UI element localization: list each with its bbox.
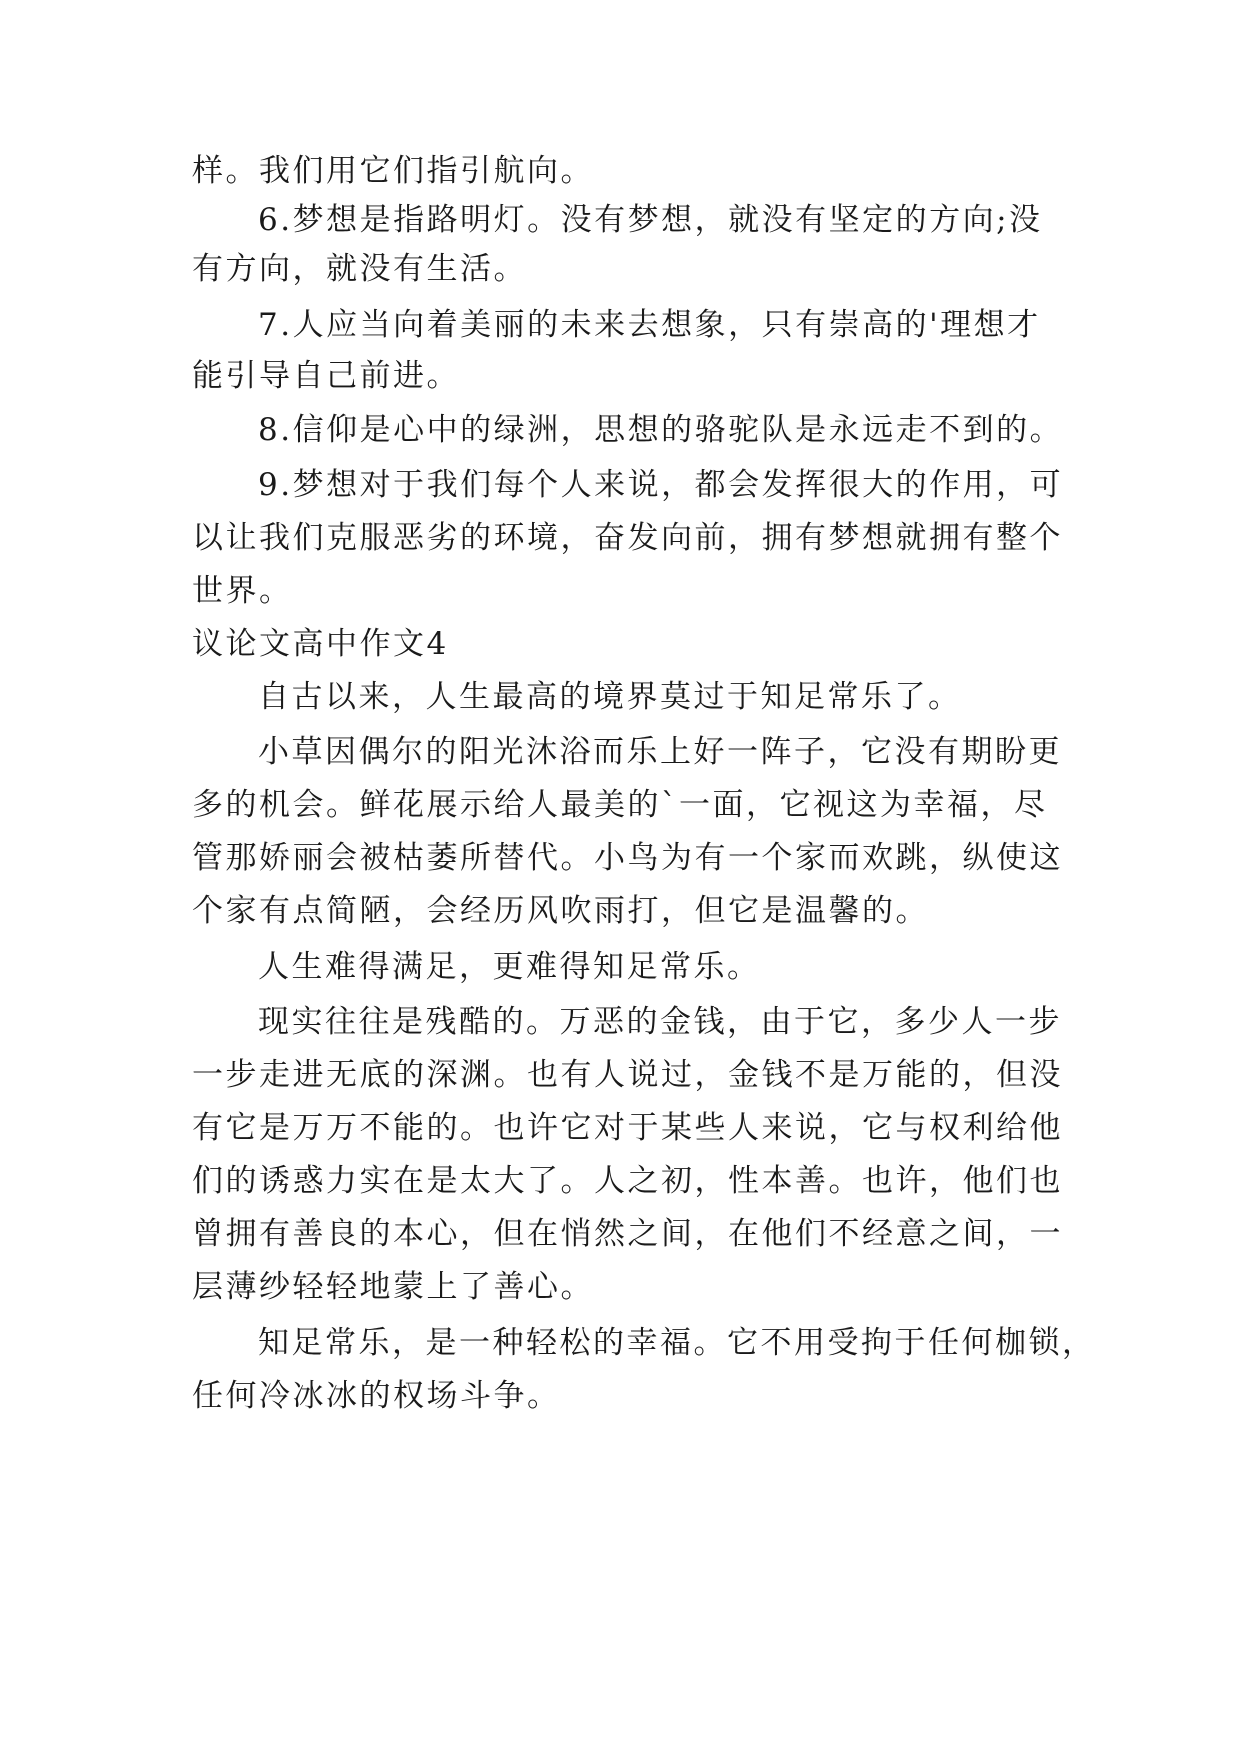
text-line: 个家有点简陋，会经历风吹雨打，但它是温馨的。	[192, 893, 929, 929]
text-line: 管那娇丽会被枯萎所替代。小鸟为有一个家而欢跳，纵使这	[192, 840, 1063, 876]
text-line: 自古以来，人生最高的境界莫过于知足常乐了。	[258, 679, 962, 715]
text-line: 8.信仰是心中的绿洲，思想的骆驼队是永远走不到的。	[258, 412, 1064, 448]
text-line: 一步走进无底的深渊。也有人说过，金钱不是万能的，但没	[192, 1057, 1063, 1093]
text-line: 能引导自己前进。	[192, 358, 460, 394]
text-line: 样。我们用它们指引航向。	[192, 153, 594, 189]
text-line: 有它是万万不能的。也许它对于某些人来说，它与权利给他	[192, 1110, 1063, 1146]
text-line: 世界。	[192, 573, 293, 609]
text-line: 7.人应当向着美丽的未来去想象，只有崇高的'理想才	[258, 307, 1041, 343]
text-line: 曾拥有善良的本心，但在悄然之间，在他们不经意之间，一	[192, 1216, 1063, 1252]
section-heading: 议论文高中作文4	[192, 626, 449, 662]
text-line: 以让我们克服恶劣的环境，奋发向前，拥有梦想就拥有整个	[192, 520, 1063, 556]
text-line: 们的诱惑力实在是太大了。人之初，性本善。也许，他们也	[192, 1163, 1063, 1199]
text-line: 有方向，就没有生活。	[192, 251, 527, 287]
text-line: 9.梦想对于我们每个人来说，都会发挥很大的作用，可	[258, 467, 1064, 503]
text-line: 层薄纱轻轻地蒙上了善心。	[192, 1269, 594, 1305]
text-line: 人生难得满足，更难得知足常乐。	[258, 949, 761, 985]
text-line: 多的机会。鲜花展示给人最美的`一面，它视这为幸福，尽	[192, 787, 1048, 823]
text-line: 6.梦想是指路明灯。没有梦想，就没有坚定的方向;没	[258, 202, 1043, 238]
text-line: 知足常乐，是一种轻松的幸福。它不用受拘于任何枷锁，	[258, 1325, 1096, 1361]
text-line: 任何冷冰冰的权场斗争。	[192, 1378, 561, 1414]
text-line: 小草因偶尔的阳光沐浴而乐上好一阵子，它没有期盼更	[258, 734, 1062, 770]
text-line: 现实往往是残酷的。万恶的金钱，由于它，多少人一步	[258, 1004, 1062, 1040]
